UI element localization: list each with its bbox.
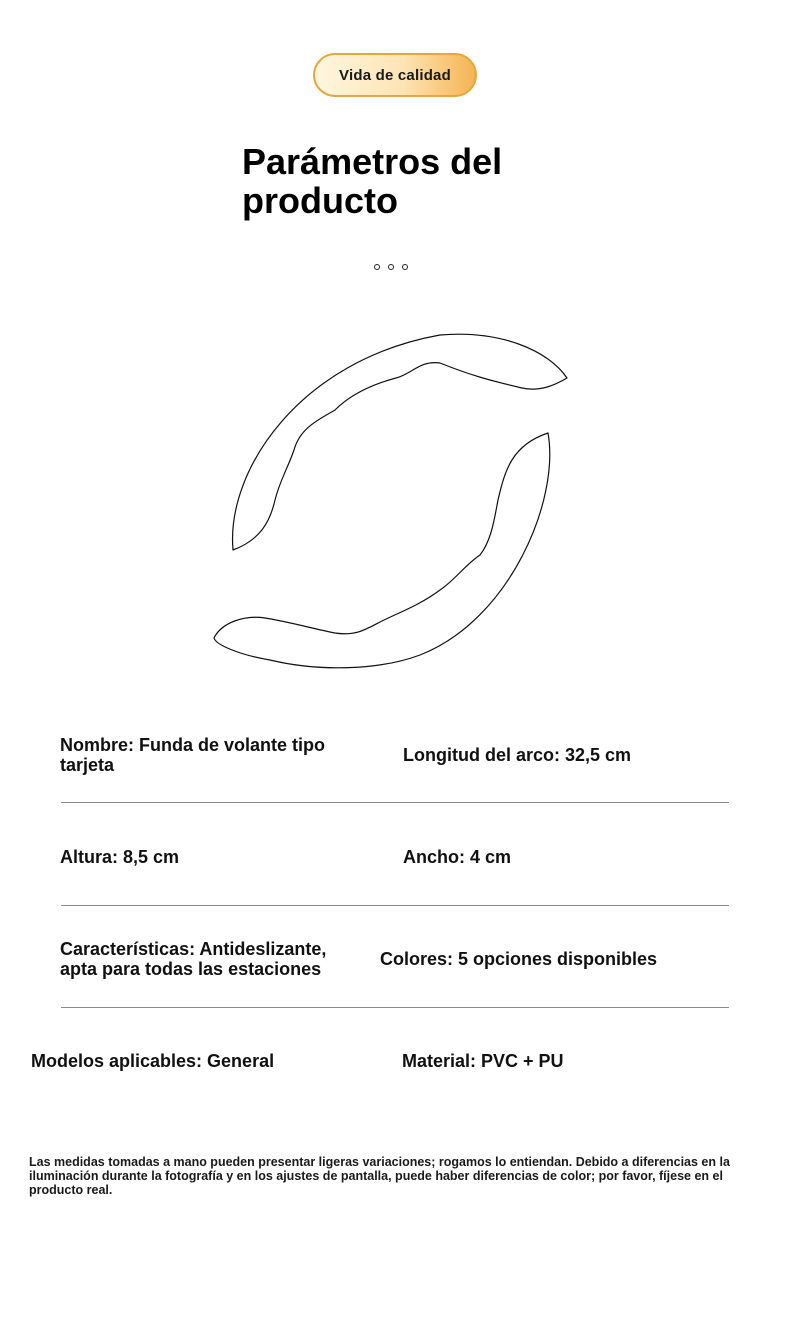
param-colors: Colores: 5 opciones disponibles xyxy=(380,949,658,969)
divider xyxy=(61,802,729,803)
upper-cover-piece xyxy=(233,334,567,550)
dot-icon xyxy=(402,264,408,270)
disclaimer-note: Las medidas tomadas a mano pueden presentar ligeras variaciones; rogamos lo entiendan. Debido a diferencias en la iluminación durante la fotografía y en los ajustes de pantalla, puede haber diferencias de color; por favor, fíjese en el producto real. xyxy=(29,1155,730,1197)
divider xyxy=(61,905,729,906)
param-material: Material: PVC + PU xyxy=(402,1051,564,1071)
param-width: Ancho: 4 cm xyxy=(403,847,512,867)
param-height: Altura: 8,5 cm xyxy=(60,847,180,867)
quality-life-badge: Vida de calidad xyxy=(313,53,477,97)
lower-cover-piece xyxy=(214,433,550,668)
param-features: Características: Antideslizante, apta para todas las estaciones xyxy=(60,939,327,979)
dot-icon xyxy=(374,264,380,270)
param-name: Nombre: Funda de volante tipo tarjeta xyxy=(60,735,326,775)
steering-wheel-cover-image xyxy=(200,325,580,675)
page-title: Parámetros del producto xyxy=(242,141,503,221)
param-models: Modelos aplicables: General xyxy=(31,1051,275,1071)
dot-icon xyxy=(388,264,394,270)
divider xyxy=(61,1007,729,1008)
param-arc-length: Longitud del arco: 32,5 cm xyxy=(403,745,632,765)
three-dots-icon xyxy=(374,264,408,270)
